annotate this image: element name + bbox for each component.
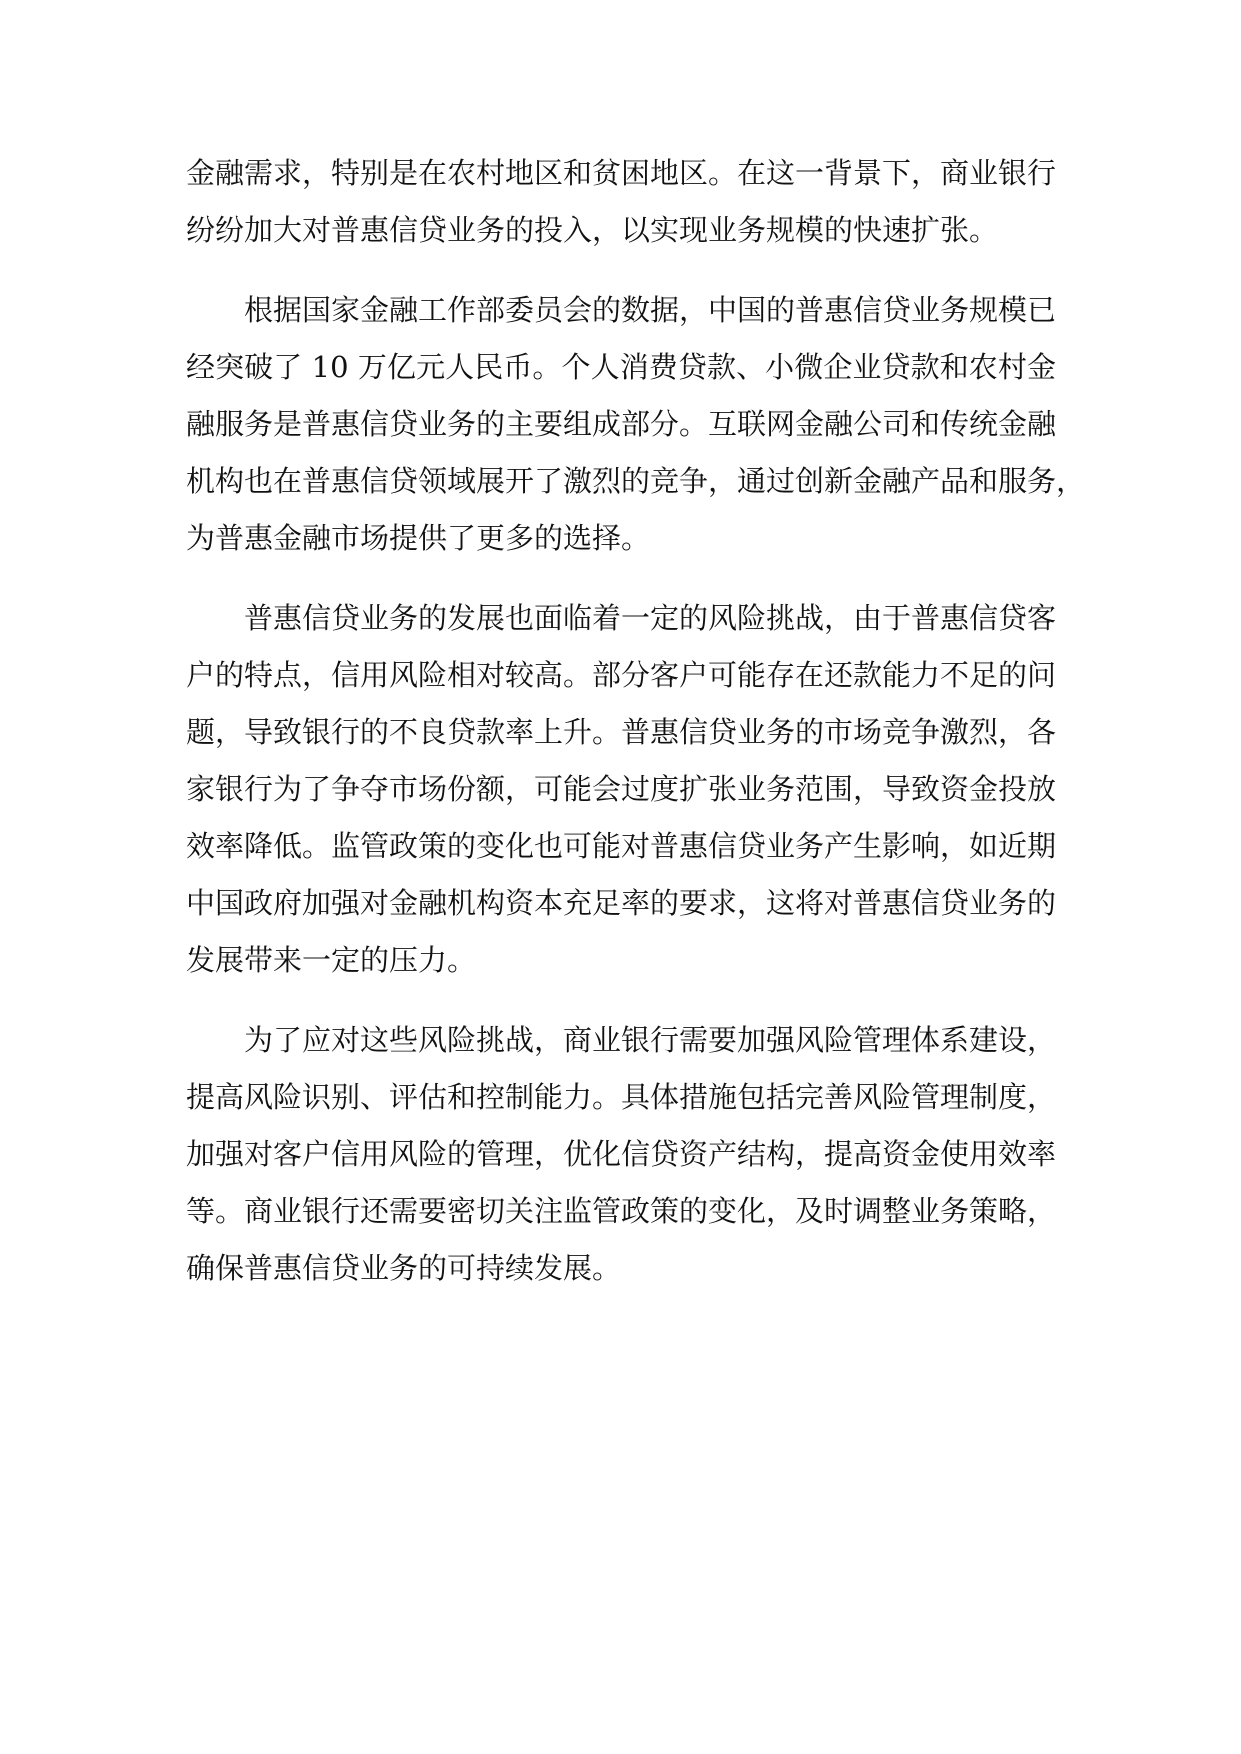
text-line: 等。商业银行还需要密切关注监管政策的变化，及时调整业务策略，	[186, 1194, 1057, 1228]
text-line: 普惠信贷业务的发展也面临着一定的风险挑战，由于普惠信贷客	[244, 601, 1057, 635]
text-line: 金融需求，特别是在农村地区和贫困地区。在这一背景下，商业银行	[186, 156, 1057, 190]
paragraph-countermeasures	[186, 1012, 1056, 1297]
text-line: 纷纷加大对普惠信贷业务的投入，以实现业务规模的快速扩张。	[186, 213, 999, 247]
text-line: 为普惠金融市场提供了更多的选择。	[186, 521, 651, 555]
paragraph-continuation	[186, 145, 1056, 259]
text-line: 效率降低。监管政策的变化也可能对普惠信贷业务产生影响，如近期	[186, 829, 1057, 863]
text-line: 提高风险识别、评估和控制能力。具体措施包括完善风险管理制度，	[186, 1080, 1057, 1114]
paragraph-risk-challenges	[186, 590, 1056, 989]
text-line: 经突破了 10 万亿元人民币。个人消费贷款、小微企业贷款和农村金	[186, 350, 1056, 384]
text-line: 融服务是普惠信贷业务的主要组成部分。互联网金融公司和传统金融	[186, 407, 1057, 441]
text-line: 中国政府加强对金融机构资本充足率的要求，这将对普惠信贷业务的	[186, 886, 1057, 920]
text-line: 为了应对这些风险挑战，商业银行需要加强风险管理体系建设，	[244, 1023, 1057, 1057]
text-line: 机构也在普惠信贷领域展开了激烈的竞争，通过创新金融产品和服务，	[186, 464, 1086, 498]
text-line: 确保普惠信贷业务的可持续发展。	[186, 1251, 622, 1285]
text-line: 户的特点，信用风险相对较高。部分客户可能存在还款能力不足的问	[186, 658, 1057, 692]
paragraph-market-scale	[186, 282, 1086, 567]
text-line: 题，导致银行的不良贷款率上升。普惠信贷业务的市场竞争激烈，各	[186, 715, 1057, 749]
body-text	[186, 145, 1086, 1297]
text-line: 家银行为了争夺市场份额，可能会过度扩张业务范围，导致资金投放	[186, 772, 1057, 806]
text-line: 根据国家金融工作部委员会的数据，中国的普惠信贷业务规模已	[244, 293, 1057, 327]
text-line: 发展带来一定的压力。	[186, 943, 477, 977]
text-line: 加强对客户信用风险的管理，优化信贷资产结构，提高资金使用效率	[186, 1137, 1057, 1171]
